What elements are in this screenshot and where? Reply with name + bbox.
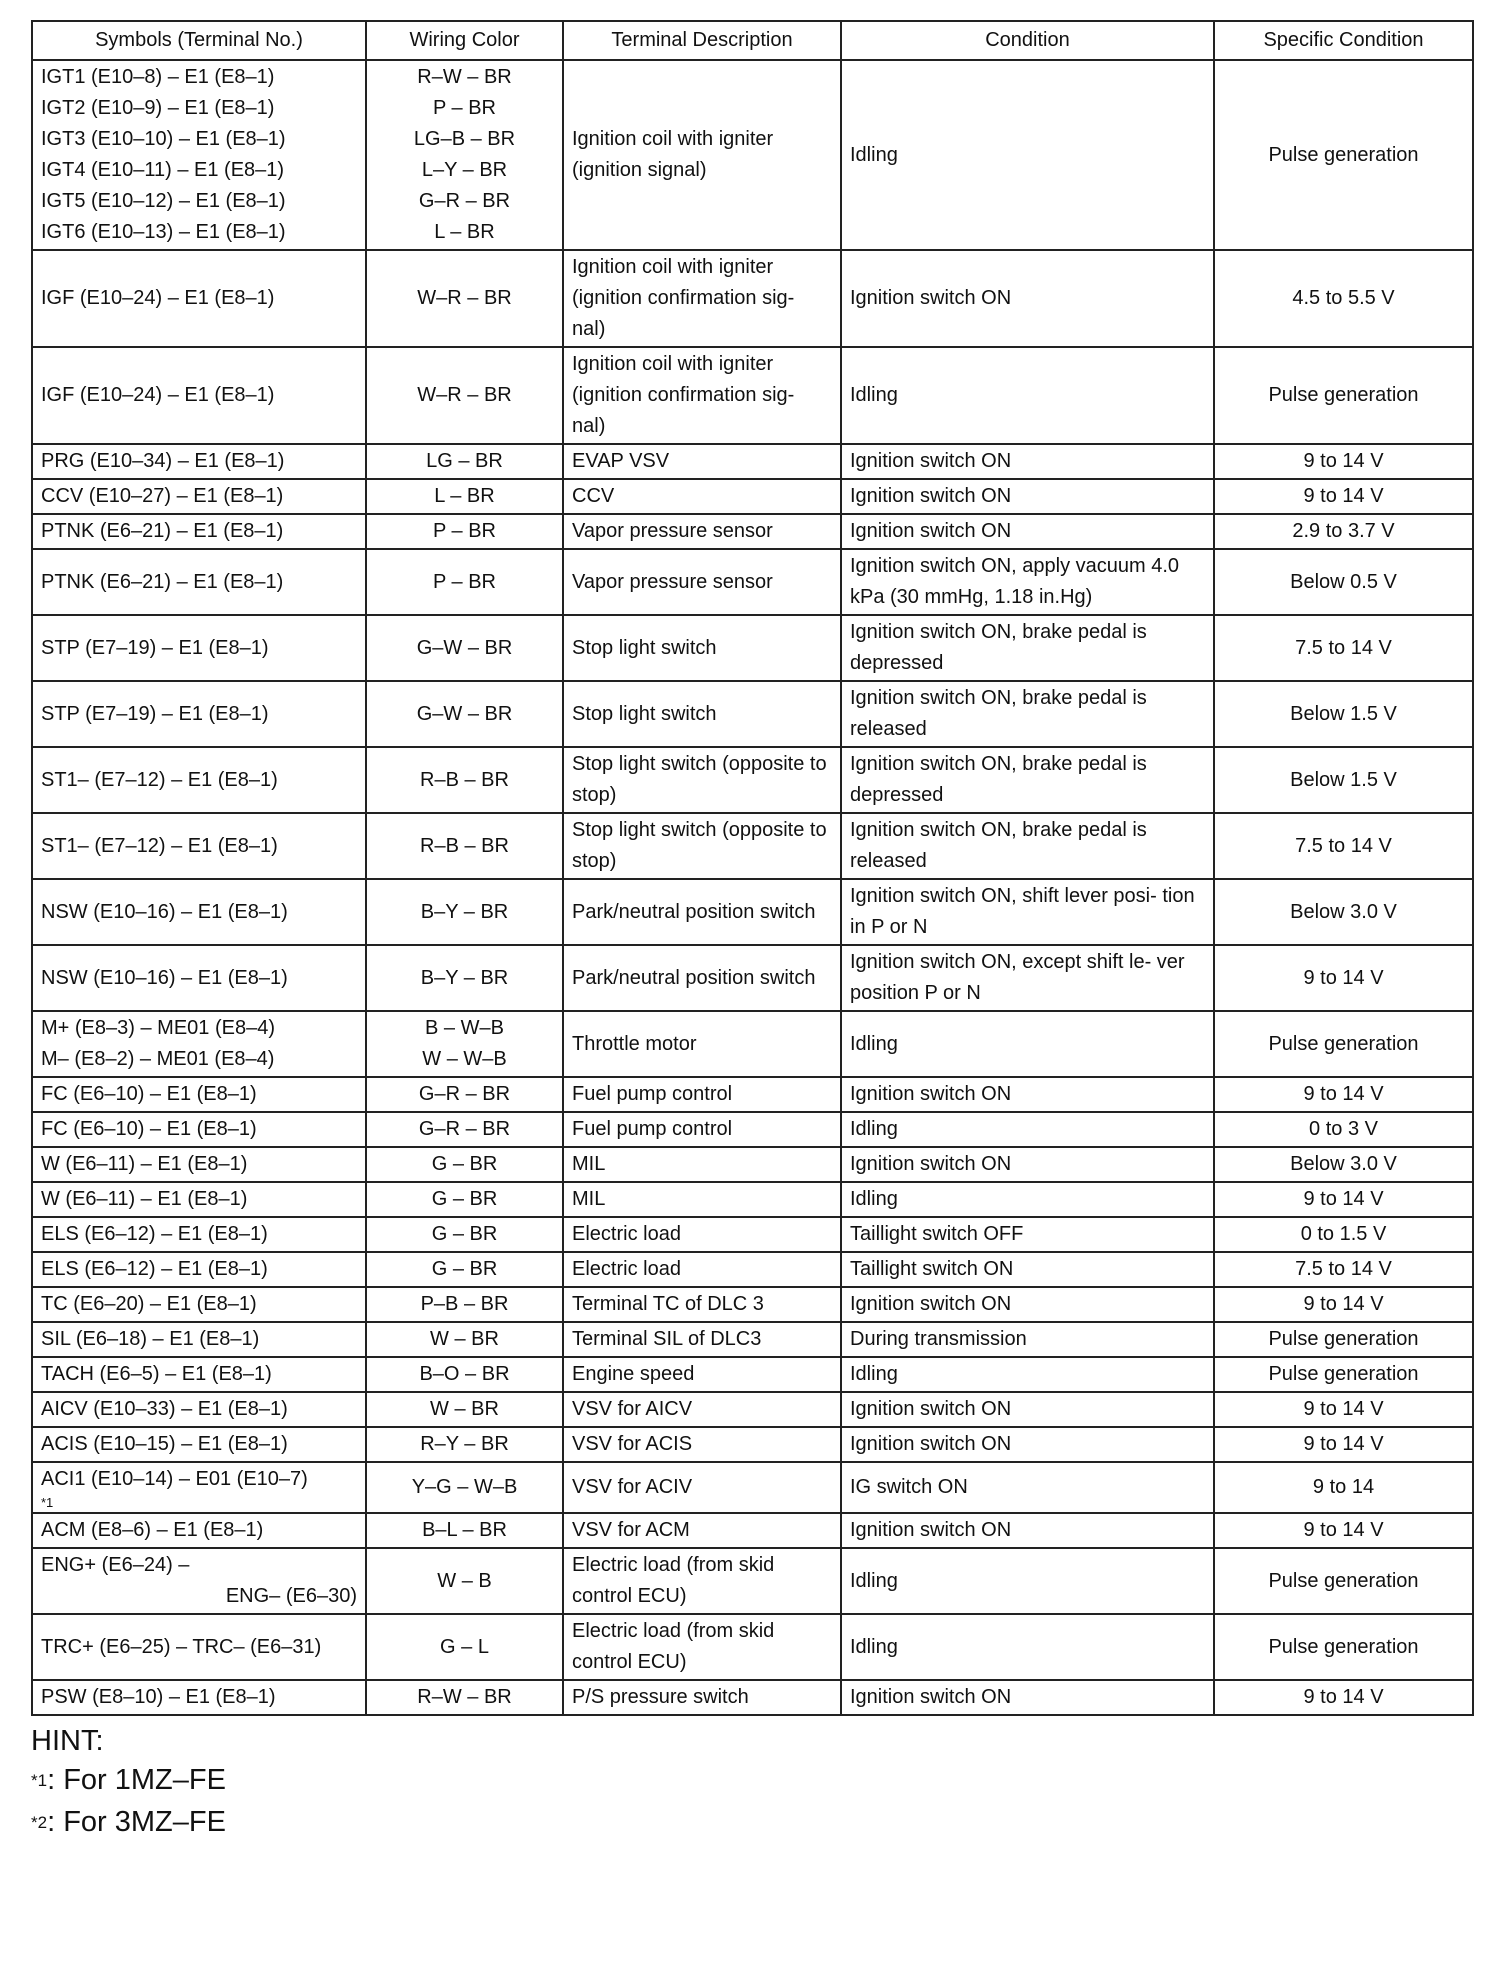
cell-symbol [32, 347, 366, 444]
table-row [32, 479, 1473, 514]
table-row [32, 514, 1473, 549]
document [31, 20, 1472, 1845]
cell-wiring-color [366, 615, 563, 681]
table-body [32, 60, 1473, 1715]
cell-condition: Idling [841, 1112, 1214, 1147]
cell-symbol [32, 747, 366, 813]
symbol-line: FC (E6–10) – E1 (E8–1) [41, 1083, 257, 1105]
cell-specific-condition: Below 1.5 V [1214, 747, 1473, 813]
wiring-color-line: G–R – BR [418, 1083, 511, 1105]
cell-symbol [32, 1112, 366, 1147]
footnote-mark: *1 [41, 1495, 54, 1510]
cell-symbol [32, 879, 366, 945]
cell-terminal-description: Electric load [563, 1217, 841, 1252]
cell-condition: Idling [841, 60, 1214, 250]
header-symbols: Symbols (Terminal No.) [32, 21, 366, 60]
wiring-color-line: R–B – BR [420, 834, 509, 857]
terminal-table [31, 20, 1474, 1716]
cell-wiring-color [366, 747, 563, 813]
cell-specific-condition: 9 to 14 V [1214, 1392, 1473, 1427]
symbol-line: IGT6 (E10–13) – E1 (E8–1) [41, 221, 286, 243]
wiring-color-line: W – BR [430, 1328, 499, 1350]
symbol-line: PTNK (E6–21) – E1 (E8–1) [41, 570, 284, 593]
cell-terminal-description: Terminal TC of DLC 3 [563, 1287, 841, 1322]
table-row [32, 1287, 1473, 1322]
wiring-color-line: W – B [437, 1569, 492, 1592]
wiring-color-line: W–R – BR [417, 384, 512, 406]
cell-symbol [32, 615, 366, 681]
wiring-color-line: R–W – BR [417, 1686, 512, 1708]
cell-symbol [32, 549, 366, 615]
cell-specific-condition: Pulse generation [1214, 1614, 1473, 1680]
wiring-color-line: B – W–B [425, 1017, 504, 1039]
cell-terminal-description: Stop light switch [563, 681, 841, 747]
table-row [32, 347, 1473, 444]
cell-specific-condition: Below 1.5 V [1214, 681, 1473, 747]
cell-terminal-description: Electric load (from skid control ECU) [563, 1548, 841, 1614]
cell-condition: Ignition switch ON, brake pedal is released [841, 813, 1214, 879]
table-row [32, 1680, 1473, 1715]
cell-wiring-color [366, 347, 563, 444]
cell-condition: During transmission [841, 1322, 1214, 1357]
symbol-line: CCV (E10–27) – E1 (E8–1) [41, 485, 284, 507]
cell-wiring-color [366, 945, 563, 1011]
cell-wiring-color [366, 1217, 563, 1252]
wiring-color-line: G – BR [431, 1153, 498, 1175]
cell-condition: Ignition switch ON, brake pedal is depressed [841, 747, 1214, 813]
cell-wiring-color [366, 1548, 563, 1614]
cell-terminal-description: Ignition coil with igniter (ignition confirmation sig- nal) [563, 250, 841, 347]
cell-symbol [32, 60, 366, 250]
cell-symbol [32, 1011, 366, 1077]
cell-symbol [32, 1287, 366, 1322]
wiring-color-line: L – BR [434, 485, 495, 507]
cell-condition: Idling [841, 1548, 1214, 1614]
cell-wiring-color [366, 60, 563, 250]
table-row [32, 1147, 1473, 1182]
wiring-color-line: LG–B – BR [413, 128, 516, 150]
table-row [32, 1182, 1473, 1217]
wiring-color-line: R–Y – BR [420, 1433, 509, 1455]
table-row [32, 1427, 1473, 1462]
cell-condition: Ignition switch ON [841, 444, 1214, 479]
symbol-line: M– (E8–2) – ME01 (E8–4) [41, 1048, 275, 1070]
table-row [32, 945, 1473, 1011]
cell-condition: Ignition switch ON [841, 514, 1214, 549]
cell-wiring-color [366, 1462, 563, 1513]
symbol-line: PRG (E10–34) – E1 (E8–1) [41, 450, 285, 472]
symbol-line: FC (E6–10) – E1 (E8–1) [41, 1118, 257, 1140]
wiring-color-line: L – BR [434, 221, 495, 243]
cell-condition: Idling [841, 1011, 1214, 1077]
symbol-line: ACIS (E10–15) – E1 (E8–1) [41, 1433, 288, 1455]
cell-symbol [32, 1322, 366, 1357]
table-row [32, 1614, 1473, 1680]
cell-symbol [32, 250, 366, 347]
table-row [32, 1548, 1473, 1614]
table-row [32, 1392, 1473, 1427]
cell-wiring-color [366, 1357, 563, 1392]
wiring-color-line: P – BR [433, 97, 496, 119]
hint-note [31, 1803, 1472, 1845]
symbol-line: ENG+ (E6–24) – [41, 1554, 190, 1576]
cell-wiring-color [366, 250, 563, 347]
cell-condition: Idling [841, 1614, 1214, 1680]
symbol-line: NSW (E10–16) – E1 (E8–1) [41, 900, 288, 923]
cell-symbol [32, 1252, 366, 1287]
cell-symbol [32, 1462, 366, 1513]
cell-terminal-description: VSV for ACIV [563, 1462, 841, 1513]
symbol-line: NSW (E10–16) – E1 (E8–1) [41, 966, 288, 989]
cell-specific-condition: Pulse generation [1214, 1357, 1473, 1392]
cell-terminal-description: Ignition coil with igniter (ignition signal) [563, 60, 841, 250]
wiring-color-line: B–O – BR [419, 1363, 510, 1385]
wiring-color-line: G – BR [431, 1258, 498, 1280]
table-row [32, 1357, 1473, 1392]
table-row [32, 250, 1473, 347]
cell-wiring-color [366, 1011, 563, 1077]
table-header [32, 21, 1473, 60]
symbol-line: PTNK (E6–21) – E1 (E8–1) [41, 520, 284, 542]
symbol-line: W (E6–11) – E1 (E8–1) [41, 1153, 248, 1175]
table-row [32, 813, 1473, 879]
symbol-line: IGT4 (E10–11) – E1 (E8–1) [41, 159, 285, 181]
hint-note [31, 1761, 1472, 1803]
cell-condition: Ignition switch ON, brake pedal is released [841, 681, 1214, 747]
cell-specific-condition: 7.5 to 14 V [1214, 615, 1473, 681]
cell-specific-condition: 0 to 1.5 V [1214, 1217, 1473, 1252]
cell-symbol [32, 444, 366, 479]
cell-specific-condition: 7.5 to 14 V [1214, 813, 1473, 879]
symbol-line: ELS (E6–12) – E1 (E8–1) [41, 1223, 268, 1245]
cell-symbol [32, 1548, 366, 1614]
cell-symbol [32, 1427, 366, 1462]
cell-specific-condition: Pulse generation [1214, 347, 1473, 444]
symbol-line: W (E6–11) – E1 (E8–1) [41, 1188, 248, 1210]
cell-symbol [32, 1513, 366, 1548]
cell-specific-condition: 9 to 14 V [1214, 479, 1473, 514]
wiring-color-line: P – BR [433, 570, 496, 593]
symbol-line: ST1– (E7–12) – E1 (E8–1) [41, 834, 278, 857]
table-row [32, 1011, 1473, 1077]
table-row [32, 615, 1473, 681]
cell-terminal-description: Fuel pump control [563, 1077, 841, 1112]
table-row [32, 444, 1473, 479]
symbol-line: TC (E6–20) – E1 (E8–1) [41, 1293, 257, 1315]
cell-wiring-color [366, 813, 563, 879]
cell-symbol [32, 1182, 366, 1217]
symbol-line: PSW (E8–10) – E1 (E8–1) [41, 1686, 276, 1708]
cell-specific-condition: Pulse generation [1214, 1548, 1473, 1614]
wiring-color-line: R–B – BR [420, 768, 509, 791]
cell-symbol [32, 1077, 366, 1112]
cell-specific-condition: 9 to 14 V [1214, 1287, 1473, 1322]
wiring-color-line: W–R – BR [417, 287, 512, 309]
cell-condition: Idling [841, 1182, 1214, 1217]
symbol-line: STP (E7–19) – E1 (E8–1) [41, 636, 269, 659]
wiring-color-line: R–W – BR [417, 66, 512, 88]
cell-wiring-color [366, 549, 563, 615]
cell-wiring-color [366, 1322, 563, 1357]
cell-wiring-color [366, 1427, 563, 1462]
symbol-line: ACM (E8–6) – E1 (E8–1) [41, 1519, 264, 1541]
cell-condition: Ignition switch ON [841, 250, 1214, 347]
cell-specific-condition: Below 0.5 V [1214, 549, 1473, 615]
cell-condition: Taillight switch ON [841, 1252, 1214, 1287]
hint-section [31, 1722, 1472, 1845]
symbol-line: IGT2 (E10–9) – E1 (E8–1) [41, 97, 275, 119]
symbol-line: IGF (E10–24) – E1 (E8–1) [41, 384, 275, 406]
cell-wiring-color [366, 1252, 563, 1287]
hint-title: HINT: [31, 1725, 104, 1757]
cell-condition: Ignition switch ON [841, 1392, 1214, 1427]
cell-symbol [32, 1217, 366, 1252]
cell-terminal-description: Fuel pump control [563, 1112, 841, 1147]
cell-condition: Ignition switch ON [841, 1287, 1214, 1322]
cell-symbol [32, 813, 366, 879]
cell-terminal-description: Vapor pressure sensor [563, 514, 841, 549]
wiring-color-line: LG – BR [426, 450, 503, 472]
symbol-line: ACI1 (E10–14) – E01 (E10–7) [41, 1468, 308, 1490]
symbol-line: STP (E7–19) – E1 (E8–1) [41, 702, 269, 725]
cell-condition: Idling [841, 1357, 1214, 1392]
cell-specific-condition: Pulse generation [1214, 60, 1473, 250]
header-condition: Condition [841, 21, 1214, 60]
table-row [32, 681, 1473, 747]
table-row [32, 60, 1473, 250]
table-row [32, 549, 1473, 615]
wiring-color-line: G–R – BR [418, 190, 511, 212]
table-row [32, 1077, 1473, 1112]
cell-condition: Ignition switch ON, except shift le- ver position P or N [841, 945, 1214, 1011]
cell-condition: Ignition switch ON [841, 1513, 1214, 1548]
footnote-mark: *1 [31, 1771, 48, 1790]
cell-condition: Ignition switch ON [841, 1147, 1214, 1182]
cell-wiring-color [366, 681, 563, 747]
cell-specific-condition: 9 to 14 V [1214, 1513, 1473, 1548]
cell-terminal-description: Stop light switch (opposite to stop) [563, 813, 841, 879]
cell-wiring-color [366, 1392, 563, 1427]
symbol-line: M+ (E8–3) – ME01 (E8–4) [41, 1017, 275, 1039]
table-row [32, 1252, 1473, 1287]
cell-symbol [32, 1147, 366, 1182]
cell-condition: Ignition switch ON [841, 1427, 1214, 1462]
cell-specific-condition: 9 to 14 V [1214, 1182, 1473, 1217]
header-wiring-color: Wiring Color [366, 21, 563, 60]
cell-specific-condition: 9 to 14 V [1214, 1077, 1473, 1112]
cell-wiring-color [366, 879, 563, 945]
wiring-color-line: Y–G – W–B [411, 1476, 518, 1498]
cell-specific-condition: 0 to 3 V [1214, 1112, 1473, 1147]
cell-symbol [32, 945, 366, 1011]
symbol-line: TRC+ (E6–25) – TRC– (E6–31) [41, 1635, 322, 1658]
cell-condition: Ignition switch ON, shift lever posi- tion in P or N [841, 879, 1214, 945]
header-specific-condition: Specific Condition [1214, 21, 1473, 60]
symbol-line: IGT1 (E10–8) – E1 (E8–1) [41, 66, 275, 88]
wiring-color-line: W – W–B [422, 1048, 507, 1070]
cell-wiring-color [366, 1112, 563, 1147]
cell-wiring-color [366, 514, 563, 549]
wiring-color-line: L–Y – BR [421, 159, 508, 181]
cell-terminal-description: Engine speed [563, 1357, 841, 1392]
cell-condition: Ignition switch ON, apply vacuum 4.0 kPa (30 mmHg, 1.18 in.Hg) [841, 549, 1214, 615]
wiring-color-line: G – BR [431, 1188, 498, 1210]
cell-specific-condition: Below 3.0 V [1214, 1147, 1473, 1182]
cell-specific-condition: 9 to 14 V [1214, 1680, 1473, 1715]
cell-wiring-color [366, 1680, 563, 1715]
header-row [32, 21, 1473, 60]
cell-condition: Ignition switch ON [841, 1680, 1214, 1715]
symbol-line: IGT5 (E10–12) – E1 (E8–1) [41, 190, 286, 212]
cell-terminal-description: MIL [563, 1182, 841, 1217]
table-row [32, 1322, 1473, 1357]
symbol-line: IGT3 (E10–10) – E1 (E8–1) [41, 128, 286, 150]
cell-terminal-description: Vapor pressure sensor [563, 549, 841, 615]
cell-condition: Ignition switch ON [841, 1077, 1214, 1112]
symbol-line: SIL (E6–18) – E1 (E8–1) [41, 1328, 260, 1350]
cell-condition: Taillight switch OFF [841, 1217, 1214, 1252]
cell-symbol [32, 1392, 366, 1427]
wiring-color-line: G – L [440, 1635, 489, 1658]
cell-terminal-description: Throttle motor [563, 1011, 841, 1077]
cell-terminal-description: Ignition coil with igniter (ignition confirmation sig- nal) [563, 347, 841, 444]
table-row [32, 1112, 1473, 1147]
cell-terminal-description: CCV [563, 479, 841, 514]
table-row [32, 1513, 1473, 1548]
symbol-line: IGF (E10–24) – E1 (E8–1) [41, 287, 275, 309]
cell-wiring-color [366, 444, 563, 479]
cell-wiring-color [366, 1614, 563, 1680]
table-row [32, 879, 1473, 945]
cell-terminal-description: VSV for AICV [563, 1392, 841, 1427]
cell-condition: IG switch ON [841, 1462, 1214, 1513]
cell-terminal-description: EVAP VSV [563, 444, 841, 479]
table-row [32, 1217, 1473, 1252]
cell-symbol [32, 1680, 366, 1715]
footnote-text: : For 3MZ–FE [47, 1806, 226, 1838]
symbol-line: ST1– (E7–12) – E1 (E8–1) [41, 768, 278, 791]
wiring-color-line: P – BR [433, 520, 496, 542]
cell-condition: Idling [841, 347, 1214, 444]
cell-terminal-description: Stop light switch [563, 615, 841, 681]
wiring-color-line: G–W – BR [416, 636, 513, 659]
cell-terminal-description: P/S pressure switch [563, 1680, 841, 1715]
table-row [32, 1462, 1473, 1513]
cell-symbol [32, 479, 366, 514]
symbol-line: TACH (E6–5) – E1 (E8–1) [41, 1363, 272, 1385]
wiring-color-line: B–Y – BR [420, 966, 509, 989]
cell-specific-condition: Pulse generation [1214, 1322, 1473, 1357]
cell-terminal-description: VSV for ACIS [563, 1427, 841, 1462]
cell-specific-condition: 9 to 14 V [1214, 945, 1473, 1011]
cell-specific-condition: 9 to 14 [1214, 1462, 1473, 1513]
cell-wiring-color [366, 1182, 563, 1217]
cell-terminal-description: Stop light switch (opposite to stop) [563, 747, 841, 813]
symbol-line: ELS (E6–12) – E1 (E8–1) [41, 1258, 268, 1280]
table-row [32, 747, 1473, 813]
wiring-color-line: G – BR [431, 1223, 498, 1245]
footnote-text: : For 1MZ–FE [47, 1764, 226, 1796]
cell-terminal-description: Terminal SIL of DLC3 [563, 1322, 841, 1357]
cell-specific-condition: Below 3.0 V [1214, 879, 1473, 945]
cell-specific-condition: 2.9 to 3.7 V [1214, 514, 1473, 549]
cell-terminal-description: VSV for ACM [563, 1513, 841, 1548]
cell-terminal-description: MIL [563, 1147, 841, 1182]
symbol-line: ENG– (E6–30) [225, 1585, 357, 1607]
wiring-color-line: G–W – BR [416, 702, 513, 725]
wiring-color-line: B–Y – BR [420, 900, 509, 923]
cell-terminal-description: Electric load [563, 1252, 841, 1287]
cell-symbol [32, 514, 366, 549]
cell-condition: Ignition switch ON, brake pedal is depressed [841, 615, 1214, 681]
footnote-mark: *2 [31, 1813, 48, 1832]
cell-symbol [32, 681, 366, 747]
wiring-color-line: B–L – BR [422, 1519, 507, 1541]
wiring-color-line: W – BR [430, 1398, 499, 1420]
cell-condition: Ignition switch ON [841, 479, 1214, 514]
cell-specific-condition: Pulse generation [1214, 1011, 1473, 1077]
cell-terminal-description: Park/neutral position switch [563, 945, 841, 1011]
cell-specific-condition: 4.5 to 5.5 V [1214, 250, 1473, 347]
cell-symbol [32, 1357, 366, 1392]
cell-specific-condition: 7.5 to 14 V [1214, 1252, 1473, 1287]
wiring-color-line: P–B – BR [420, 1293, 509, 1315]
cell-symbol [32, 1614, 366, 1680]
header-terminal-description: Terminal Description [563, 21, 841, 60]
cell-wiring-color [366, 479, 563, 514]
cell-specific-condition: 9 to 14 V [1214, 444, 1473, 479]
cell-wiring-color [366, 1077, 563, 1112]
symbol-line: AICV (E10–33) – E1 (E8–1) [41, 1398, 288, 1420]
cell-specific-condition: 9 to 14 V [1214, 1427, 1473, 1462]
cell-terminal-description: Park/neutral position switch [563, 879, 841, 945]
cell-wiring-color [366, 1513, 563, 1548]
cell-wiring-color [366, 1147, 563, 1182]
wiring-color-line: G–R – BR [418, 1118, 511, 1140]
cell-terminal-description: Electric load (from skid control ECU) [563, 1614, 841, 1680]
cell-wiring-color [366, 1287, 563, 1322]
